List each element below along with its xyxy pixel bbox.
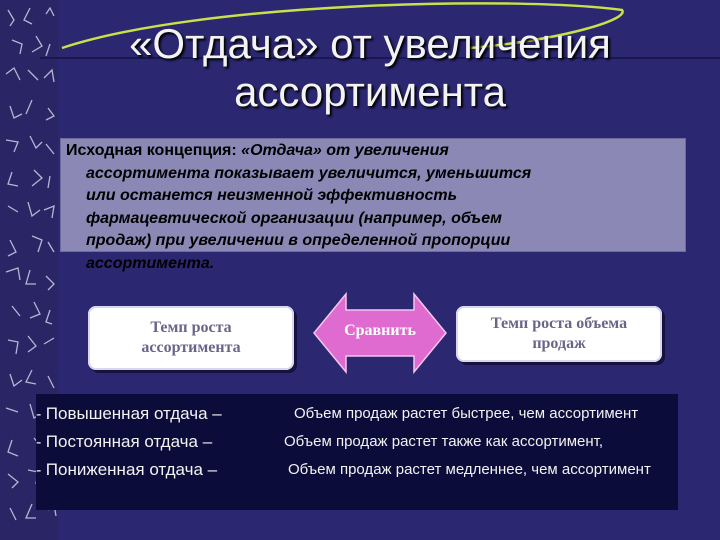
assortment-growth-line-1: Темп роста [150,319,232,336]
concept-lead: Исходная концепция: [66,142,237,159]
row-bullet: - [36,434,42,451]
row-label: Постоянная отдача – [45,432,213,451]
concept-first-line [66,140,676,163]
concept-line: фармацевтической организации (например, объем [86,209,502,227]
row-bullet: - [36,406,42,423]
concept-line: ассортимента показывает увеличится, уменьшится [86,164,532,182]
row-label: Пониженная отдача – [45,460,218,479]
concept-first-line-rest: «Отдача» от увеличения [236,142,449,159]
row-description: Объем продаж растет быстрее, чем ассортимент [294,405,639,422]
returns-row-decreasing [36,460,720,481]
returns-row-constant [36,432,720,453]
concept-text [66,140,676,275]
concept-line: ассортимента. [86,254,215,272]
sales-growth-line-1: Темп роста объема [490,315,628,332]
returns-row-increasing [36,404,720,425]
sales-growth-box [456,306,662,362]
row-label: Повышенная отдача – [45,404,222,423]
sales-growth-line-2: продаж [532,335,586,352]
compare-label: Сравнить [344,322,416,339]
assortment-growth-box [88,306,294,370]
page-title [60,20,680,116]
concept-line: продаж) при увеличении в определенной пропорции [86,232,511,249]
row-bullet: - [36,462,42,479]
title-line-2: ассортимента [234,68,506,115]
row-description: Объем продаж растет также как ассортимент, [284,433,604,450]
assortment-growth-line-2: ассортимента [141,339,241,356]
row-description: Объем продаж растет медленнее, чем ассортимент [288,461,651,478]
title-line-1: «Отдача» от увеличения [129,20,611,67]
concept-line: или останется неизменной эффективность [86,187,458,204]
